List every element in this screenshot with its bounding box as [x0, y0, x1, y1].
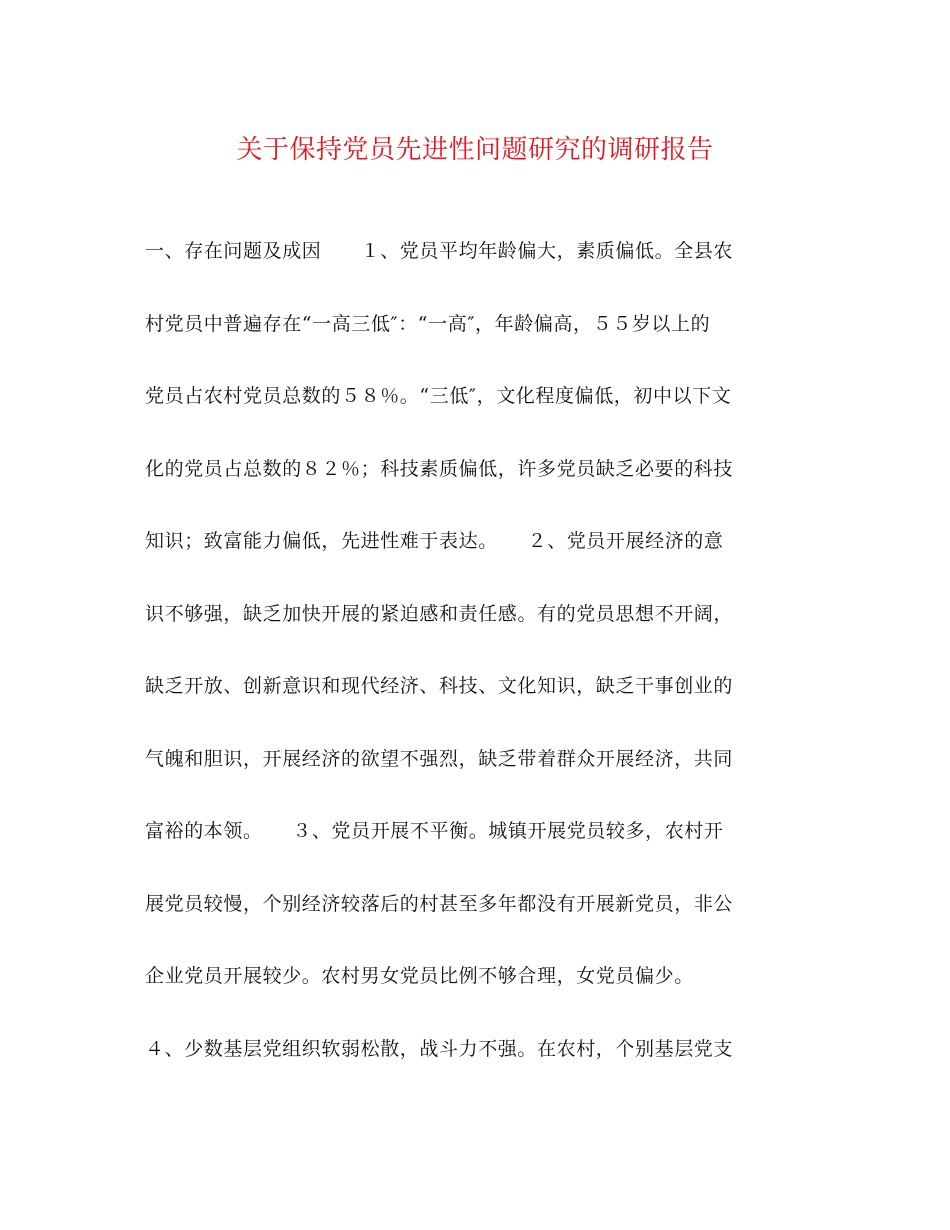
- body-line: 知识；致富能力偏低，先进性难于表达。 ２、党员开展经济的意: [145, 530, 724, 552]
- body-line: 党员占农村党员总数的５８％。“三低″，文化程度偏低，初中以下文: [145, 385, 732, 407]
- body-line: 一、存在问题及成因 １、党员平均年龄偏大，素质偏低。全县农: [145, 240, 734, 262]
- body-line: 企业党员开展较少。农村男女党员比例不够合理，女党员偏少。: [145, 965, 694, 987]
- body-line: 富裕的本领。 ３、党员开展不平衡。城镇开展党员较多，农村开: [145, 820, 724, 842]
- body-line: 气魄和胆识，开展经济的欲望不强烈，缺乏带着群众开展经济，共同: [145, 748, 734, 770]
- body-line: 识不够强，缺乏加快开展的紧迫感和责任感。有的党员思想不开阔，: [145, 603, 734, 625]
- body-line: 展党员较慢，个别经济较落后的村甚至多年都没有开展新党员，非公: [145, 893, 734, 915]
- body-line: 村党员中普遍存在“一高三低″：“一高″，年龄偏高，５５岁以上的: [145, 313, 711, 335]
- body-line: ４、少数基层党组织软弱松散，战斗力不强。在农村，个别基层党支: [145, 1038, 734, 1060]
- body-line: 化的党员占总数的８２％；科技素质偏低，许多党员缺乏必要的科技: [145, 458, 734, 480]
- body-line: 缺乏开放、创新意识和现代经济、科技、文化知识，缺乏干事创业的: [145, 675, 734, 697]
- document-title: 关于保持党员先进性问题研究的调研报告: [236, 135, 714, 165]
